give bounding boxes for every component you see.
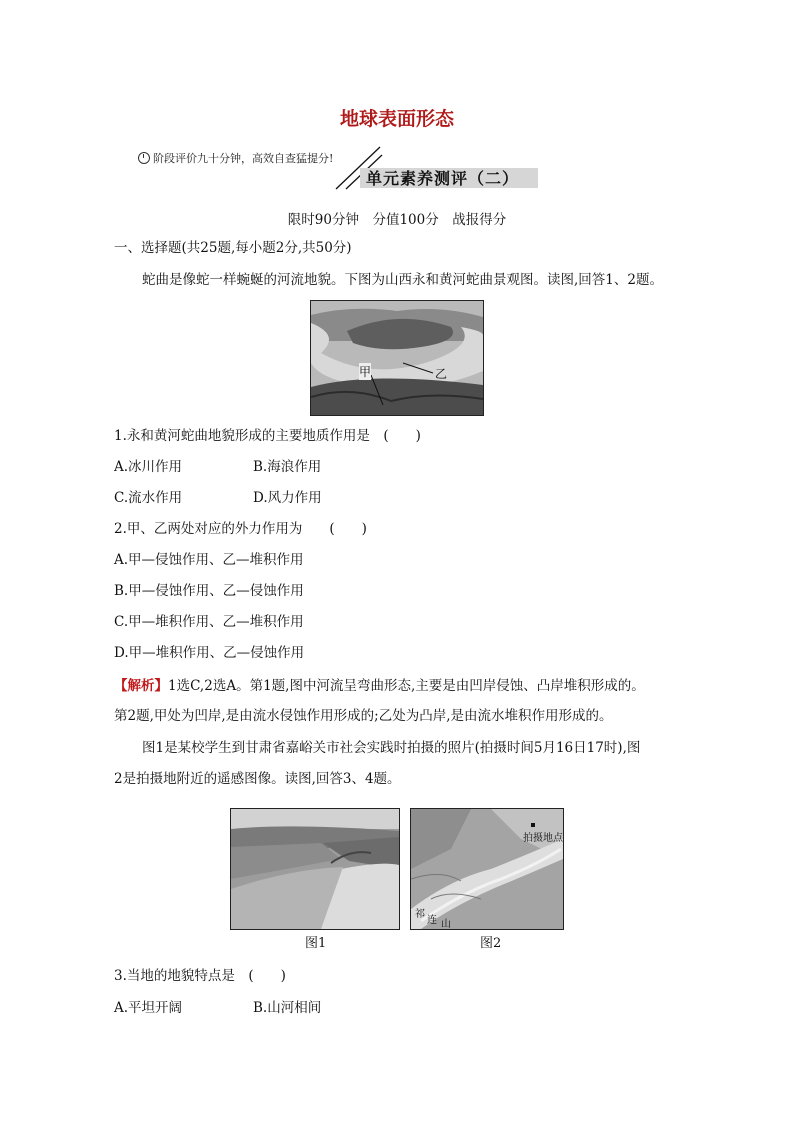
section-heading: 一、选择题(共25题,每小题2分,共50分) (114, 240, 352, 256)
time-score-info: 限时90分钟 分值100分 战报得分 (287, 212, 507, 228)
question-1-stem: 1.永和黄河蛇曲地貌形成的主要地质作用是 ( ) (114, 428, 421, 444)
banner-note (138, 150, 333, 166)
q3-option-b: B.山河相间 (253, 1000, 322, 1016)
qilian-label-1: 祁 (415, 909, 425, 920)
figure-1-photo (230, 808, 400, 930)
intro-text-2-line-2: 2是拍摄地附近的遥感图像。读图,回答3、4题。 (114, 771, 401, 787)
page-title: 地球表面形态 (339, 108, 454, 130)
figure-2-satellite-image (410, 808, 564, 930)
label-yi: 乙 (435, 367, 448, 381)
question-2-stem: 2.甲、乙两处对应的外力作用为 ( ) (114, 521, 367, 537)
banner-note-text: 阶段评价九十分钟，高效自查猛提分! (153, 152, 334, 165)
analysis-text-1: 1选C,2选A。第1题,图中河流呈弯曲形态,主要是由凹岸侵蚀、凸岸堆积形成的。 (168, 678, 645, 694)
intro-text-2-line-1: 图1是某校学生到甘肃省嘉峪关市社会实践时拍摄的照片(拍摄时间5月16日17时),图 (142, 740, 641, 756)
figure-1-caption: 图1 (305, 936, 327, 951)
question-3-stem: 3.当地的地貌特点是 ( ) (114, 968, 286, 984)
meander-photo (310, 300, 484, 416)
analysis-line-2: 第2题,甲处为凹岸,是由流水侵蚀作用形成的;乙处为凸岸,是由流水堆积作用形成的。 (114, 708, 613, 724)
q2-option-d: D.甲—堆积作用、乙—侵蚀作用 (114, 645, 305, 661)
analysis-line-1 (114, 676, 645, 696)
q3-option-a: A.平坦开阔 (114, 1000, 183, 1016)
q1-option-b: B.海浪作用 (253, 459, 322, 475)
shooting-spot-label: 拍摄地点 (523, 833, 563, 844)
q1-option-c: C.流水作用 (114, 490, 183, 506)
label-jia: 甲 (359, 365, 372, 379)
q1-option-d: D.风力作用 (253, 490, 322, 506)
q2-option-a: A.甲—侵蚀作用、乙—堆积作用 (114, 552, 304, 568)
q1-option-a: A.冰川作用 (114, 459, 183, 475)
clock-icon (138, 152, 150, 164)
qilian-label-2: 连 (427, 915, 437, 926)
banner-heading: 单元素养测评（二） (366, 169, 520, 188)
q2-option-c: C.甲—堆积作用、乙—堆积作用 (114, 614, 304, 630)
qilian-label-3: 山 (441, 919, 451, 930)
analysis-tag: 【解析】 (114, 678, 168, 694)
riverbed-illustration (231, 809, 399, 929)
intro-text-1: 蛇曲是像蛇一样蜿蜒的河流地貌。下图为山西永和黄河蛇曲景观图。读图,回答1、2题。 (142, 272, 663, 288)
meander-illustration (311, 301, 483, 415)
q2-option-b: B.甲—侵蚀作用、乙—侵蚀作用 (114, 583, 304, 599)
figure-2-caption: 图2 (480, 936, 502, 951)
